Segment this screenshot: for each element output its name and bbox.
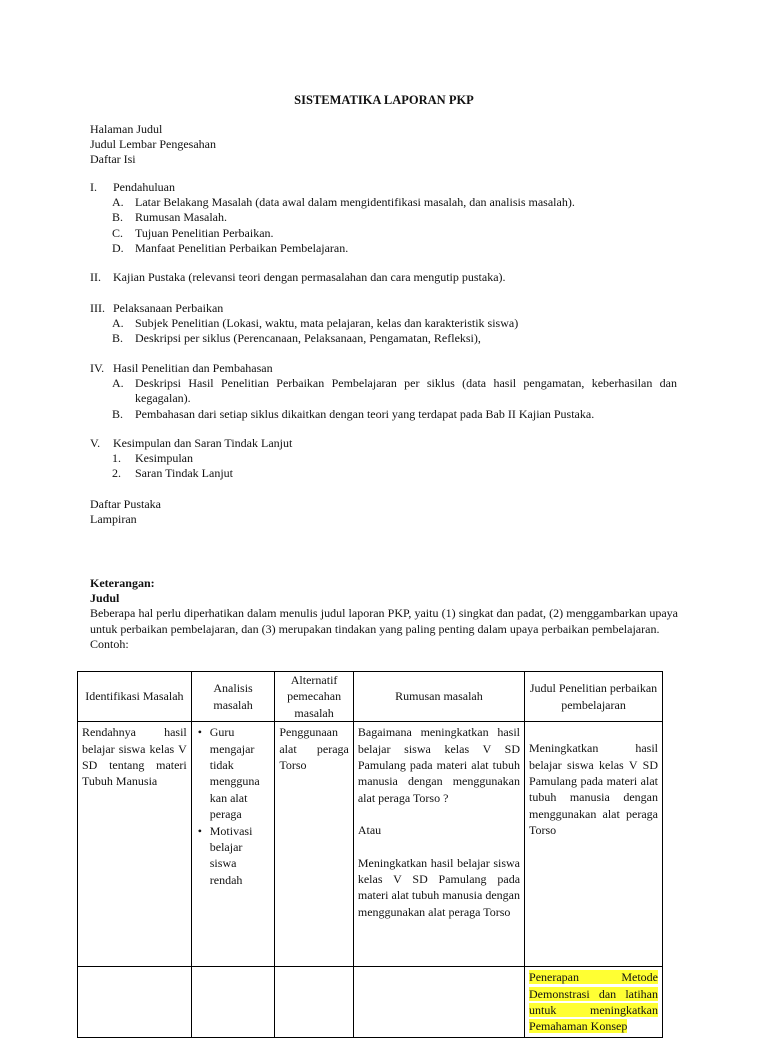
section-item: Rumusan Masalah.	[135, 210, 227, 225]
cell-empty	[78, 967, 192, 1038]
section-item: Latar Belakang Masalah (data awal dalam mengidentifikasi masalah, dan analisis masalah).	[135, 195, 575, 210]
example-table	[77, 671, 663, 1038]
cell-judul-highlighted	[525, 967, 663, 1038]
cell-analisis	[191, 722, 275, 967]
document-title: SISTEMATIKA LAPORAN PKP	[294, 93, 474, 107]
back-matter-item: Lampiran	[90, 512, 137, 527]
section-item: Subjek Penelitian (Lokasi, waktu, mata pelajaran, kelas dan karakteristik siswa)	[135, 316, 519, 331]
section-1	[90, 180, 677, 256]
section-item: Manfaat Penelitian Perbaikan Pembelajaran.	[135, 240, 349, 255]
header-judul: Judul Penelitian perbaikan pembelajaran	[525, 672, 663, 722]
rumusan-or: Atau	[357, 823, 382, 838]
list-item: • Guru mengajar tidak mengguna kan alat peraga	[197, 725, 260, 822]
table-row	[78, 722, 663, 967]
front-matter-item: Judul Lembar Pengesahan	[90, 137, 216, 152]
notes-paragraph: Beberapa hal perlu diperhatikan dalam menulis judul laporan PKP, yaitu (1) singkat dan padat, (2) menggambarkan upaya untuk perbaikan pembelajaran, dan (3) merupakan tindakan yang paling penting dalam upaya perbaikan pembelajaran.	[90, 606, 678, 636]
section-4	[90, 361, 677, 422]
item-label: 1.	[112, 451, 121, 466]
section-item: Pembahasan dari setiap siklus dikaitkan dengan teori yang terdapat pada Bab II Kajian Pustaka.	[135, 406, 595, 421]
notes-heading: Keterangan:	[90, 576, 155, 590]
cell-rumusan	[353, 722, 524, 967]
list-item: • Motivasi belajar siswa rendah	[197, 823, 253, 887]
cell-empty	[191, 967, 275, 1038]
notes	[90, 576, 678, 652]
section-3	[90, 301, 677, 347]
section-5	[90, 436, 677, 482]
section-title: Pelaksanaan Perbaikan	[113, 301, 224, 315]
item-label: B.	[112, 210, 124, 225]
item-label: A.	[112, 316, 124, 331]
back-matter-item: Daftar Pustaka	[90, 497, 161, 511]
section-number: II.	[90, 270, 101, 284]
item-label: B.	[112, 331, 124, 346]
front-matter-item: Halaman Judul	[90, 122, 163, 136]
back-matter	[90, 497, 161, 527]
section-title: Kajian Pustaka (relevansi teori dengan permasalahan dan cara mengutip pustaka).	[113, 270, 506, 284]
section-title: Kesimpulan dan Saran Tindak Lanjut	[113, 436, 293, 450]
section-item: Saran Tindak Lanjut	[135, 466, 233, 481]
item-label: B.	[112, 406, 124, 421]
section-number: I.	[90, 180, 97, 194]
section-number: V.	[90, 436, 101, 450]
cell-empty	[353, 967, 524, 1038]
section-item: Deskripsi per siklus (Perencanaan, Pelaksanaan, Pengamatan, Refleksi),	[135, 331, 481, 346]
front-matter-item: Daftar Isi	[90, 152, 136, 167]
highlighted-text: Penerapan Metode Demonstrasi dan latihan untuk meningkatkan Pemahaman Konsep	[529, 970, 658, 1034]
bullet-icon: •	[197, 725, 202, 740]
section-item: Kesimpulan	[135, 451, 193, 466]
cell-alternatif: Penggunaan alat peraga Torso	[275, 722, 354, 967]
notes-subheading: Judul	[90, 591, 120, 606]
header-alternatif: Alternatif pemecahan masalah	[275, 672, 354, 722]
item-label: A.	[112, 195, 124, 210]
item-label: C.	[112, 225, 124, 240]
cell-empty	[275, 967, 354, 1038]
header-identifikasi: Identifikasi Masalah	[78, 672, 192, 722]
rumusan-statement: Meningkatkan hasil belajar siswa kelas V SD Pamulang pada materi alat tubuh manusia dengan menggunakan alat peraga Torso	[357, 855, 521, 919]
front-matter	[90, 122, 216, 168]
section-item: Deskripsi Hasil Penelitian Perbaikan Pembelajaran per siklus (data hasil pengamatan, keberhasilan dan kegagalan).	[135, 376, 677, 406]
section-title: Hasil Penelitian dan Pembahasan	[113, 361, 273, 375]
table-row	[78, 967, 663, 1038]
rumusan-question: Bagaimana meningkatkan hasil belajar siswa kelas V SD Pamulang pada materi alat tubuh manusia dengan menggunakan alat peraga Torso ?	[357, 725, 521, 805]
section-number: IV.	[90, 361, 105, 375]
header-rumusan: Rumusan masalah	[353, 672, 524, 722]
cell-identifikasi: Rendahnya hasil belajar siswa kelas V SD tentang materi Tubuh Manusia	[78, 722, 192, 967]
item-label: D.	[112, 240, 124, 255]
header-analisis: Analisis masalah	[191, 672, 275, 722]
item-label: A.	[112, 376, 124, 391]
section-number: III.	[90, 301, 105, 315]
table-header-row	[78, 672, 663, 722]
item-label: 2.	[112, 466, 121, 481]
section-item: Tujuan Penelitian Perbaikan.	[135, 225, 274, 240]
example-label: Contoh:	[90, 636, 129, 651]
cell-judul: Meningkatkan hasil belajar siswa kelas V SD Pamulang pada materi alat tubuh manusia dengan menggunakan alat peraga Torso	[525, 722, 663, 967]
bullet-icon: •	[197, 823, 202, 838]
section-title: Pendahuluan	[113, 180, 175, 194]
